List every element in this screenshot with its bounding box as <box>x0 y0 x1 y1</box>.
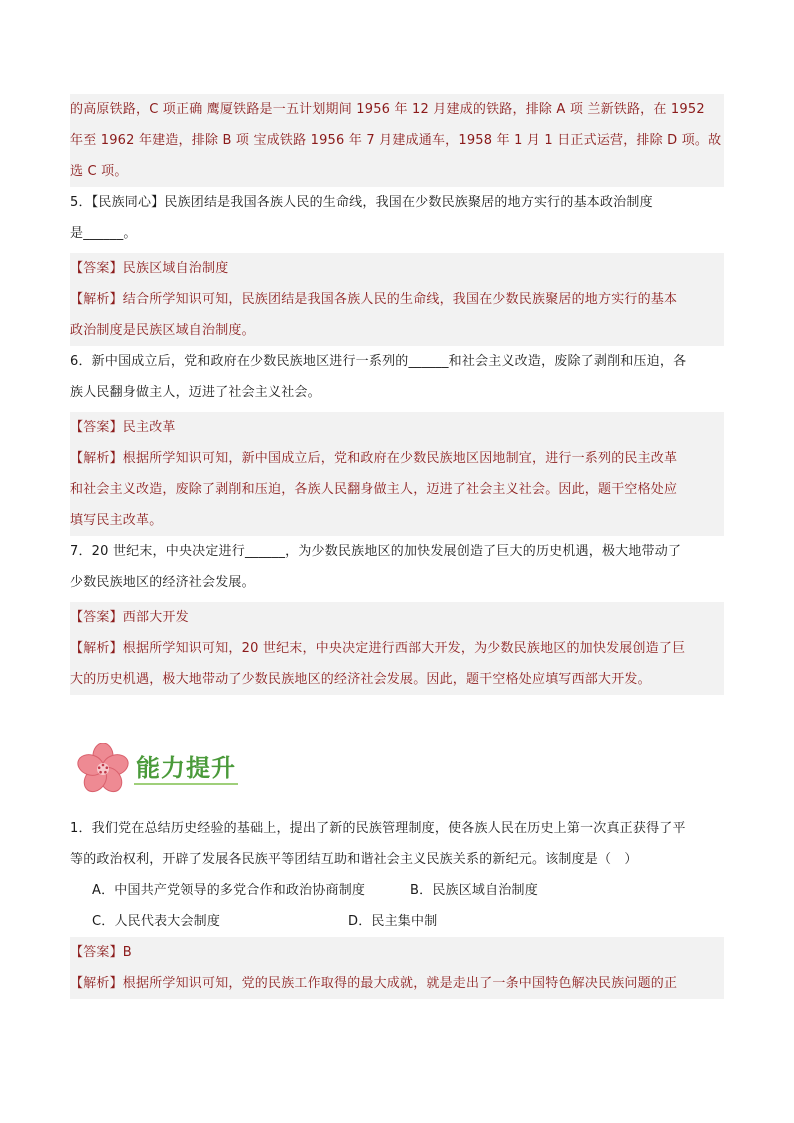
analysis-6-line: 【解析】根据所学知识可知，新中国成立后，党和政府在少数民族地区因地制宜，进行一系列的民主改革 <box>70 451 678 466</box>
document-page <box>70 94 724 999</box>
section-heading <box>76 739 238 799</box>
prev-analysis-block <box>70 94 724 187</box>
question-6-line: 族人民翻身做主人，迈进了社会主义社会。 <box>70 385 321 400</box>
analysis-7-line: 大的历史机遇，极大地带动了少数民族地区的经济社会发展。因此，题干空格处应填写西部大开发。 <box>70 672 651 687</box>
options-row <box>70 875 724 906</box>
section-title: 能力提升 <box>134 753 238 785</box>
answer-7-block <box>70 602 724 695</box>
question-5 <box>70 187 724 249</box>
capability-answer-1: 【答案】B <box>70 945 132 960</box>
options-row <box>70 906 724 937</box>
question-7-line: 7．20 世纪末，中央决定进行______，为少数民族地区的加快发展创造了巨大的历史机遇，极大地带动了 <box>70 544 682 559</box>
analysis-6-line: 和社会主义改造，废除了剥削和压迫，各族人民翻身做主人，迈进了社会主义社会。因此，题干空格处应 <box>70 482 678 497</box>
question-7-line: 少数民族地区的经济社会发展。 <box>70 575 255 590</box>
question-5-line: 是______。 <box>70 226 137 241</box>
option-a: A．中国共产党领导的多党合作和政治协商制度 <box>92 883 366 898</box>
capability-analysis-1-line: 【解析】根据所学知识可知，党的民族工作取得的最大成就，就是走出了一条中国特色解决民族问题的正 <box>70 976 678 991</box>
flower-icon <box>76 743 130 795</box>
option-d: D．民主集中制 <box>348 914 438 929</box>
capability-question-1 <box>70 813 724 937</box>
question-5-line: 5．【民族同心】民族团结是我国各族人民的生命线，我国在少数民族聚居的地方实行的基本政治制度 <box>70 195 653 210</box>
analysis-7-line: 【解析】根据所学知识可知，20 世纪末，中央决定进行西部大开发，为少数民族地区的加快发展创造了巨 <box>70 641 686 656</box>
analysis-5-line: 政治制度是民族区域自治制度。 <box>70 323 255 338</box>
answer-7: 【答案】西部大开发 <box>70 610 189 625</box>
question-6 <box>70 346 724 408</box>
option-b: B．民族区域自治制度 <box>410 883 538 898</box>
prev-analysis-line: 的高原铁路，C 项正确 鹰厦铁路是一五计划期间 1956 年 12 月建成的铁路，排除 A 项 兰新铁路，在 1952 <box>70 102 705 117</box>
section-ability <box>70 695 724 813</box>
analysis-5-line: 【解析】结合所学知识可知，民族团结是我国各族人民的生命线，我国在少数民族聚居的地方实行的基本 <box>70 292 678 307</box>
capability-question-1-line: 等的政治权利，开辟了发展各民族平等团结互助和谐社会主义民族关系的新纪元。该制度是（ ） <box>70 852 638 867</box>
answer-5: 【答案】民族区域自治制度 <box>70 261 229 276</box>
capability-answer-1-block <box>70 937 724 999</box>
option-c: C．人民代表大会制度 <box>92 914 221 929</box>
prev-analysis-line: 年至 1962 年建造，排除 B 项 宝成铁路 1956 年 7 月建成通车，1958 年 1 月 1 日正式运营，排除 D 项。故 <box>70 133 722 148</box>
answer-6-block <box>70 412 724 536</box>
prev-analysis-line: 选 C 项。 <box>70 164 128 179</box>
answer-5-block <box>70 253 724 346</box>
capability-question-1-line: 1．我们党在总结历史经验的基础上，提出了新的民族管理制度，使各族人民在历史上第一次真正获得了平 <box>70 821 686 836</box>
analysis-6-line: 填写民主改革。 <box>70 513 163 528</box>
question-6-line: 6．新中国成立后，党和政府在少数民族地区进行一系列的______和社会主义改造，废除了剥削和压迫，各 <box>70 354 687 369</box>
answer-6: 【答案】民主改革 <box>70 420 176 435</box>
question-7 <box>70 536 724 598</box>
